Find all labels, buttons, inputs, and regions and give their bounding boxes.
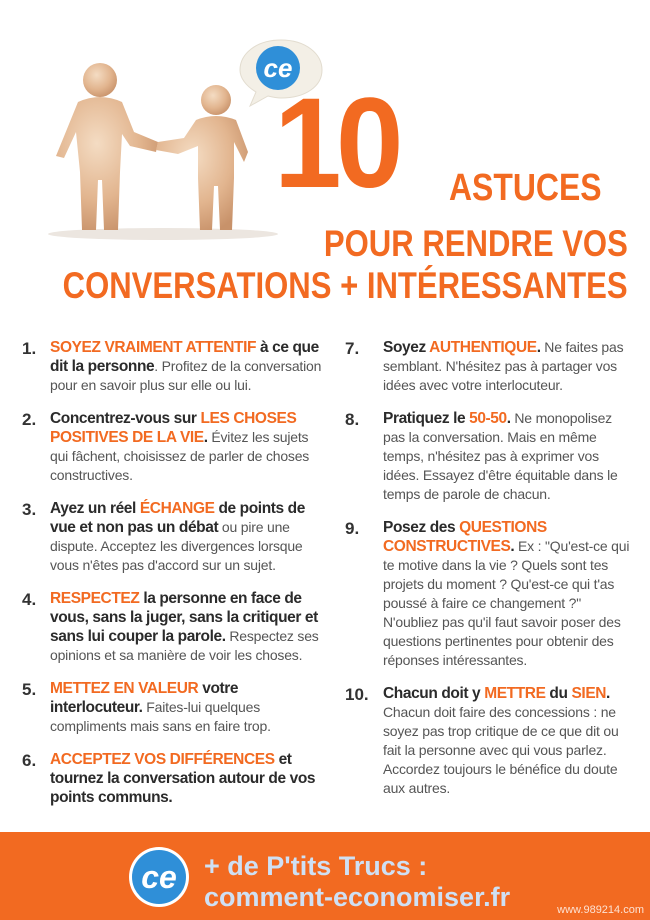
tip-highlight: METTEZ EN VALEUR bbox=[50, 680, 199, 697]
tip-number: 3. bbox=[22, 500, 37, 519]
footer-logo-text: ce bbox=[141, 859, 177, 895]
tip-heading-text: . bbox=[203, 429, 208, 446]
tip-text bbox=[383, 338, 635, 395]
tip-number: 2. bbox=[22, 410, 37, 429]
title-line-2: POUR RENDRE VOS bbox=[324, 223, 628, 264]
title-astuces: ASTUCES bbox=[449, 167, 602, 209]
tip-text bbox=[50, 679, 322, 736]
tip-item bbox=[22, 589, 322, 665]
ce-logo-icon bbox=[128, 846, 190, 908]
tips-column-left bbox=[22, 338, 322, 821]
tip-number: 1. bbox=[22, 339, 37, 358]
tip-heading-text: la personne en face de vous, sans la juger, sans la critiquer et sans lui couper la parole. bbox=[50, 590, 318, 645]
tip-highlight: QUESTIONS CONSTRUCTIVES bbox=[383, 519, 547, 555]
tip-text bbox=[383, 409, 635, 504]
tip-heading-text: Pratiquez le bbox=[383, 410, 470, 427]
header-hero bbox=[0, 0, 650, 320]
tip-text bbox=[50, 589, 322, 665]
tip-item bbox=[22, 499, 322, 575]
tip-number: 4. bbox=[22, 590, 37, 609]
tip-number: 5. bbox=[22, 680, 37, 699]
tip-highlight: METTRE bbox=[484, 685, 546, 702]
tip-highlight: SIEN bbox=[571, 685, 607, 702]
footer-tagline: + de P'tits Trucs : bbox=[204, 851, 428, 881]
tip-highlight: AUTHENTIQUE bbox=[429, 339, 537, 356]
tip-text bbox=[50, 499, 322, 575]
tip-heading-text: Concentrez-vous sur bbox=[50, 410, 201, 427]
tip-description: Ne faites pas semblant. N'hésitez pas à partager vos idées avec votre interlocuteur. bbox=[383, 339, 624, 393]
tip-highlight: 50-50 bbox=[469, 410, 507, 427]
tip-highlight: LES CHOSES POSITIVES DE LA VIE bbox=[50, 410, 297, 446]
tip-description: Ex : "Qu'est-ce qui te motive dans la vie ? Quels sont tes projets du moment ? Qu'est-ce qui t'as poussé à faire ce changement ?" N'oubliez pas qu'il faut savoir poser des questions pertinentes pour obtenir des réponses intéressantes. bbox=[383, 538, 630, 668]
tip-item bbox=[345, 518, 635, 670]
tip-item bbox=[22, 750, 322, 807]
tip-text bbox=[50, 750, 322, 807]
tip-description: Respectez ses opinions et sa manière de voir les choses. bbox=[50, 628, 319, 663]
tip-description: ou pire une dispute. Acceptez les divergences lorsque vous n'êtes pas d'accord sur un sujet. bbox=[50, 519, 303, 573]
big-number-10: 10 bbox=[274, 72, 398, 215]
tips-column-right bbox=[345, 338, 635, 812]
tip-heading-text: Ayez un réel bbox=[50, 500, 140, 517]
tip-item bbox=[22, 679, 322, 736]
tip-number: 9. bbox=[345, 519, 360, 538]
tip-item bbox=[345, 684, 635, 798]
tip-heading-text: Chacun doit y bbox=[383, 685, 485, 702]
tip-description: Ne monopolisez pas la conversation. Mais en même temps, n'hésitez pas à exprimer vos idées. Essayez d'être équitable dans le temps de parole de chacun. bbox=[383, 410, 618, 502]
tip-text bbox=[50, 338, 322, 395]
tip-heading-text: et tournez la conversation autour de vos points communs. bbox=[50, 751, 316, 806]
tip-description: Évitez les sujets qui fâchent, choisissez de parler de choses constructives. bbox=[50, 429, 310, 483]
tip-number: 10. bbox=[345, 685, 369, 704]
tip-highlight: RESPECTEZ bbox=[50, 590, 140, 607]
tip-number: 8. bbox=[345, 410, 360, 429]
tip-text bbox=[383, 684, 635, 798]
tip-number: 6. bbox=[22, 751, 37, 770]
tip-heading-text: à ce que dit la personne bbox=[50, 339, 319, 375]
tip-highlight: ACCEPTEZ VOS DIFFÉRENCES bbox=[50, 751, 275, 768]
tip-heading-text: de points de vue et non pas un débat bbox=[50, 500, 305, 536]
tip-text bbox=[50, 409, 322, 485]
footer-website-link[interactable]: comment-economiser.fr bbox=[204, 882, 511, 912]
title-line-3: CONVERSATIONS + INTÉRESSANTES bbox=[62, 265, 628, 306]
tip-description: Chacun doit faire des concessions : ne soyez pas trop critique de ce que dit ou fait la personne avec qui vous parlez. Accordez toujours le bénéfice du doute aux autres. bbox=[383, 704, 619, 796]
footer-banner bbox=[0, 832, 650, 920]
tip-heading-text: votre interlocuteur. bbox=[50, 680, 239, 716]
tip-heading-text: . bbox=[536, 339, 541, 356]
tip-heading-text: . bbox=[506, 410, 511, 427]
tip-description: . Profitez de la conversation pour en savoir plus sur elle ou lui. bbox=[50, 358, 322, 393]
tip-item bbox=[345, 409, 635, 504]
tip-heading-text: Posez des bbox=[383, 519, 460, 536]
tip-item bbox=[22, 338, 322, 395]
tip-heading-text: Soyez bbox=[383, 339, 430, 356]
tip-text bbox=[383, 518, 635, 670]
tip-item bbox=[345, 338, 635, 395]
tip-description: Faites-lui quelques compliments mais sans en faire trop. bbox=[50, 699, 271, 734]
tip-heading-text: du bbox=[545, 685, 572, 702]
tip-heading-text: . bbox=[510, 538, 515, 555]
tip-number: 7. bbox=[345, 339, 360, 358]
tip-heading-text: . bbox=[606, 685, 610, 702]
tip-highlight: ÉCHANGE bbox=[139, 500, 215, 517]
tip-item bbox=[22, 409, 322, 485]
ce-logo-text: ce bbox=[263, 53, 293, 83]
tip-highlight: SOYEZ VRAIMENT ATTENTIF bbox=[50, 339, 257, 356]
watermark: www.989214.com bbox=[557, 904, 644, 916]
